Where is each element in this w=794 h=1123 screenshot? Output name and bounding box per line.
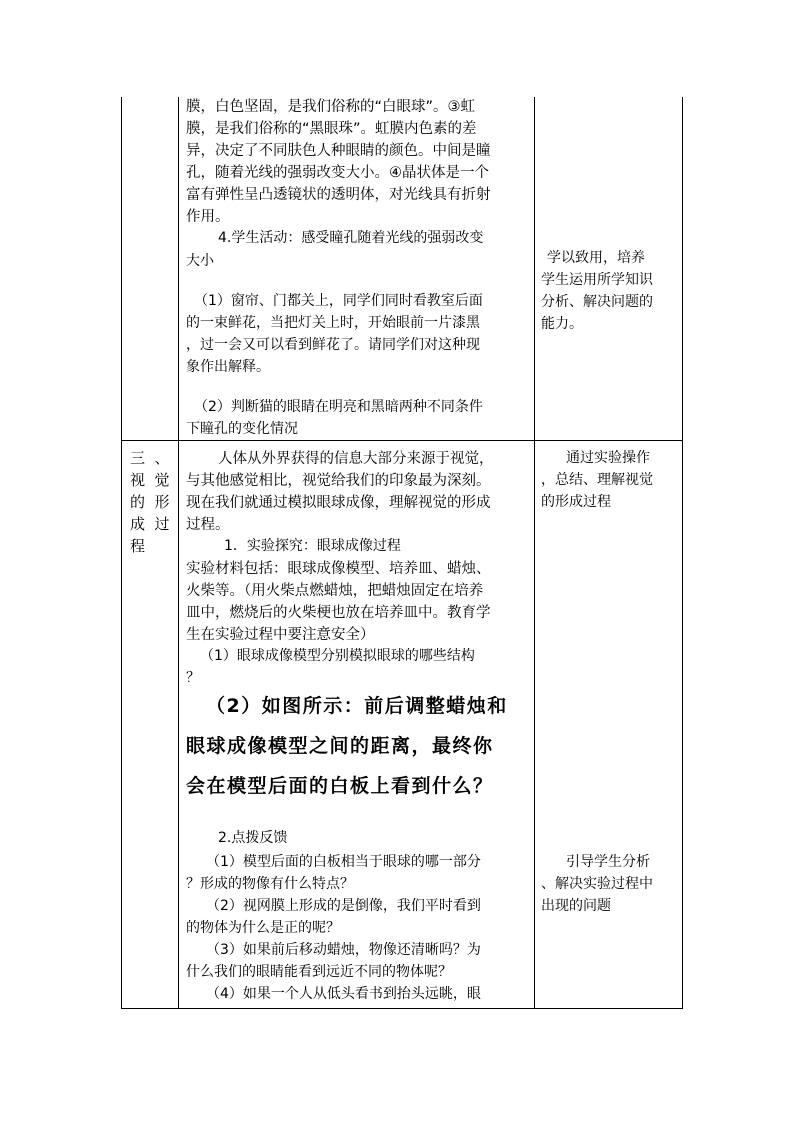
student-activity-heading-cont: 大小 xyxy=(186,253,214,269)
text-line: 膜，白色坚固，是我们俗称的“白眼球”。③虹 xyxy=(186,99,476,115)
text-line: ？形成的物像有什么特点？ xyxy=(186,876,354,892)
text-line: 作用。 xyxy=(186,209,230,225)
table-row-divider xyxy=(121,440,683,441)
question-1: （1）眼球成像模型分别模拟眼球的哪些结构 xyxy=(200,648,475,664)
feedback-question-2: （2）视网膜上形成的是倒像，我们平时看到 xyxy=(206,898,481,914)
intent-line: 引导学生分析 xyxy=(566,854,650,870)
text-line: 膜，是我们俗称的“黑眼珠”。虹膜内色素的差 xyxy=(186,121,477,137)
materials-line: 实验材料包括：眼球成像模型、培养皿、蜡烛、 xyxy=(186,561,491,577)
materials-line: 火柴等。（用火柴点燃蜡烛，把蜡烛固定在培养 xyxy=(186,583,484,599)
question-1-cont: ？ xyxy=(186,670,200,686)
intent-line: 出现的问题 xyxy=(541,898,611,914)
table-border-left xyxy=(121,97,122,1009)
text-line: 孔，随着光线的强弱改变大小。④晶状体是一个 xyxy=(186,165,489,181)
table-border-col2 xyxy=(534,97,535,1009)
intent-line: 学以致用，培养 xyxy=(547,250,645,266)
section-label-line: 成 过 xyxy=(130,515,170,533)
text-line: 下瞳孔的变化情况 xyxy=(186,421,298,437)
intro-line: 现在我们就通过模拟眼球成像，理解视觉的形成 xyxy=(186,495,491,511)
intent-line: 通过实验操作 xyxy=(566,450,650,466)
feedback-question-4: （4）如果一个人从低头看书到抬头远眺，眼 xyxy=(206,986,481,1002)
intent-line: 分析、解决问题的 xyxy=(541,294,653,310)
student-activity-heading: 4.学生活动：感受瞳孔随着光线的强弱改变 xyxy=(218,230,484,246)
text-line: 象作出解释。 xyxy=(186,359,270,375)
intro-line: 人体从外界获得的信息大部分来源于视觉， xyxy=(218,451,494,467)
activity-item-2: （2）判断猫的眼睛在明亮和黑暗两种不同条件 xyxy=(194,399,483,415)
intro-line: 与其他感觉相比，视觉给我们的印象最为深刻。 xyxy=(186,473,491,489)
experiment-heading: 1．实验探究：眼球成像过程 xyxy=(224,538,401,554)
materials-line: 生在实验过程中要注意安全） xyxy=(186,627,375,643)
table-border-right xyxy=(682,97,683,1009)
section-label-line: 视 觉 xyxy=(130,471,170,489)
text-line: ，过一会又可以看到鲜花了。请同学们对这种现 xyxy=(186,337,480,353)
intro-line: 过程。 xyxy=(186,517,230,533)
intent-line: 学生运用所学知识 xyxy=(541,272,653,288)
feedback-heading: 2.点拨反馈 xyxy=(218,830,288,846)
activity-item-1: （1）窗帘、门都关上，同学们同时看教室后面 xyxy=(194,293,483,309)
section-label-line: 程 xyxy=(130,537,146,555)
table-border-col1 xyxy=(178,97,179,1009)
section-label-line: 三 、 xyxy=(130,449,170,467)
section-label-line: 的 形 xyxy=(130,493,170,511)
text-line: 的一束鲜花，当把灯关上时，开始眼前一片漆黑 xyxy=(186,315,480,331)
text-line: 的物体为什么是正的呢？ xyxy=(186,920,340,936)
intent-line: ，总结、理解视觉 xyxy=(541,472,653,488)
intent-line: 能力。 xyxy=(541,316,583,332)
intent-line: 的形成过程 xyxy=(541,494,611,510)
materials-line: 皿中，燃烧后的火柴梗也放在培养皿中。教育学 xyxy=(186,605,491,621)
intent-line: 、解决实验过程中 xyxy=(541,876,653,892)
text-line: 异，决定了不同肤色人种眼睛的颜色。中间是瞳 xyxy=(186,143,491,159)
table-border-bottom xyxy=(121,1008,683,1009)
feedback-question-3: （3）如果前后移动蜡烛，物像还清晰吗？为 xyxy=(206,942,481,958)
question-2-emphasis: （2）如图所示：前后调整蜡烛和 xyxy=(206,695,508,717)
feedback-question-1: （1）模型后面的白板相当于眼球的哪一部分 xyxy=(206,854,481,870)
text-line: 什么我们的眼睛能看到远近不同的物体呢？ xyxy=(186,964,452,980)
question-2-emphasis: 会在模型后面的白板上看到什么？ xyxy=(186,775,494,797)
question-2-emphasis: 眼球成像模型之间的距离，最终你 xyxy=(186,735,494,757)
text-line: 富有弹性呈凸透镜状的透明体，对光线具有折射 xyxy=(186,187,491,203)
